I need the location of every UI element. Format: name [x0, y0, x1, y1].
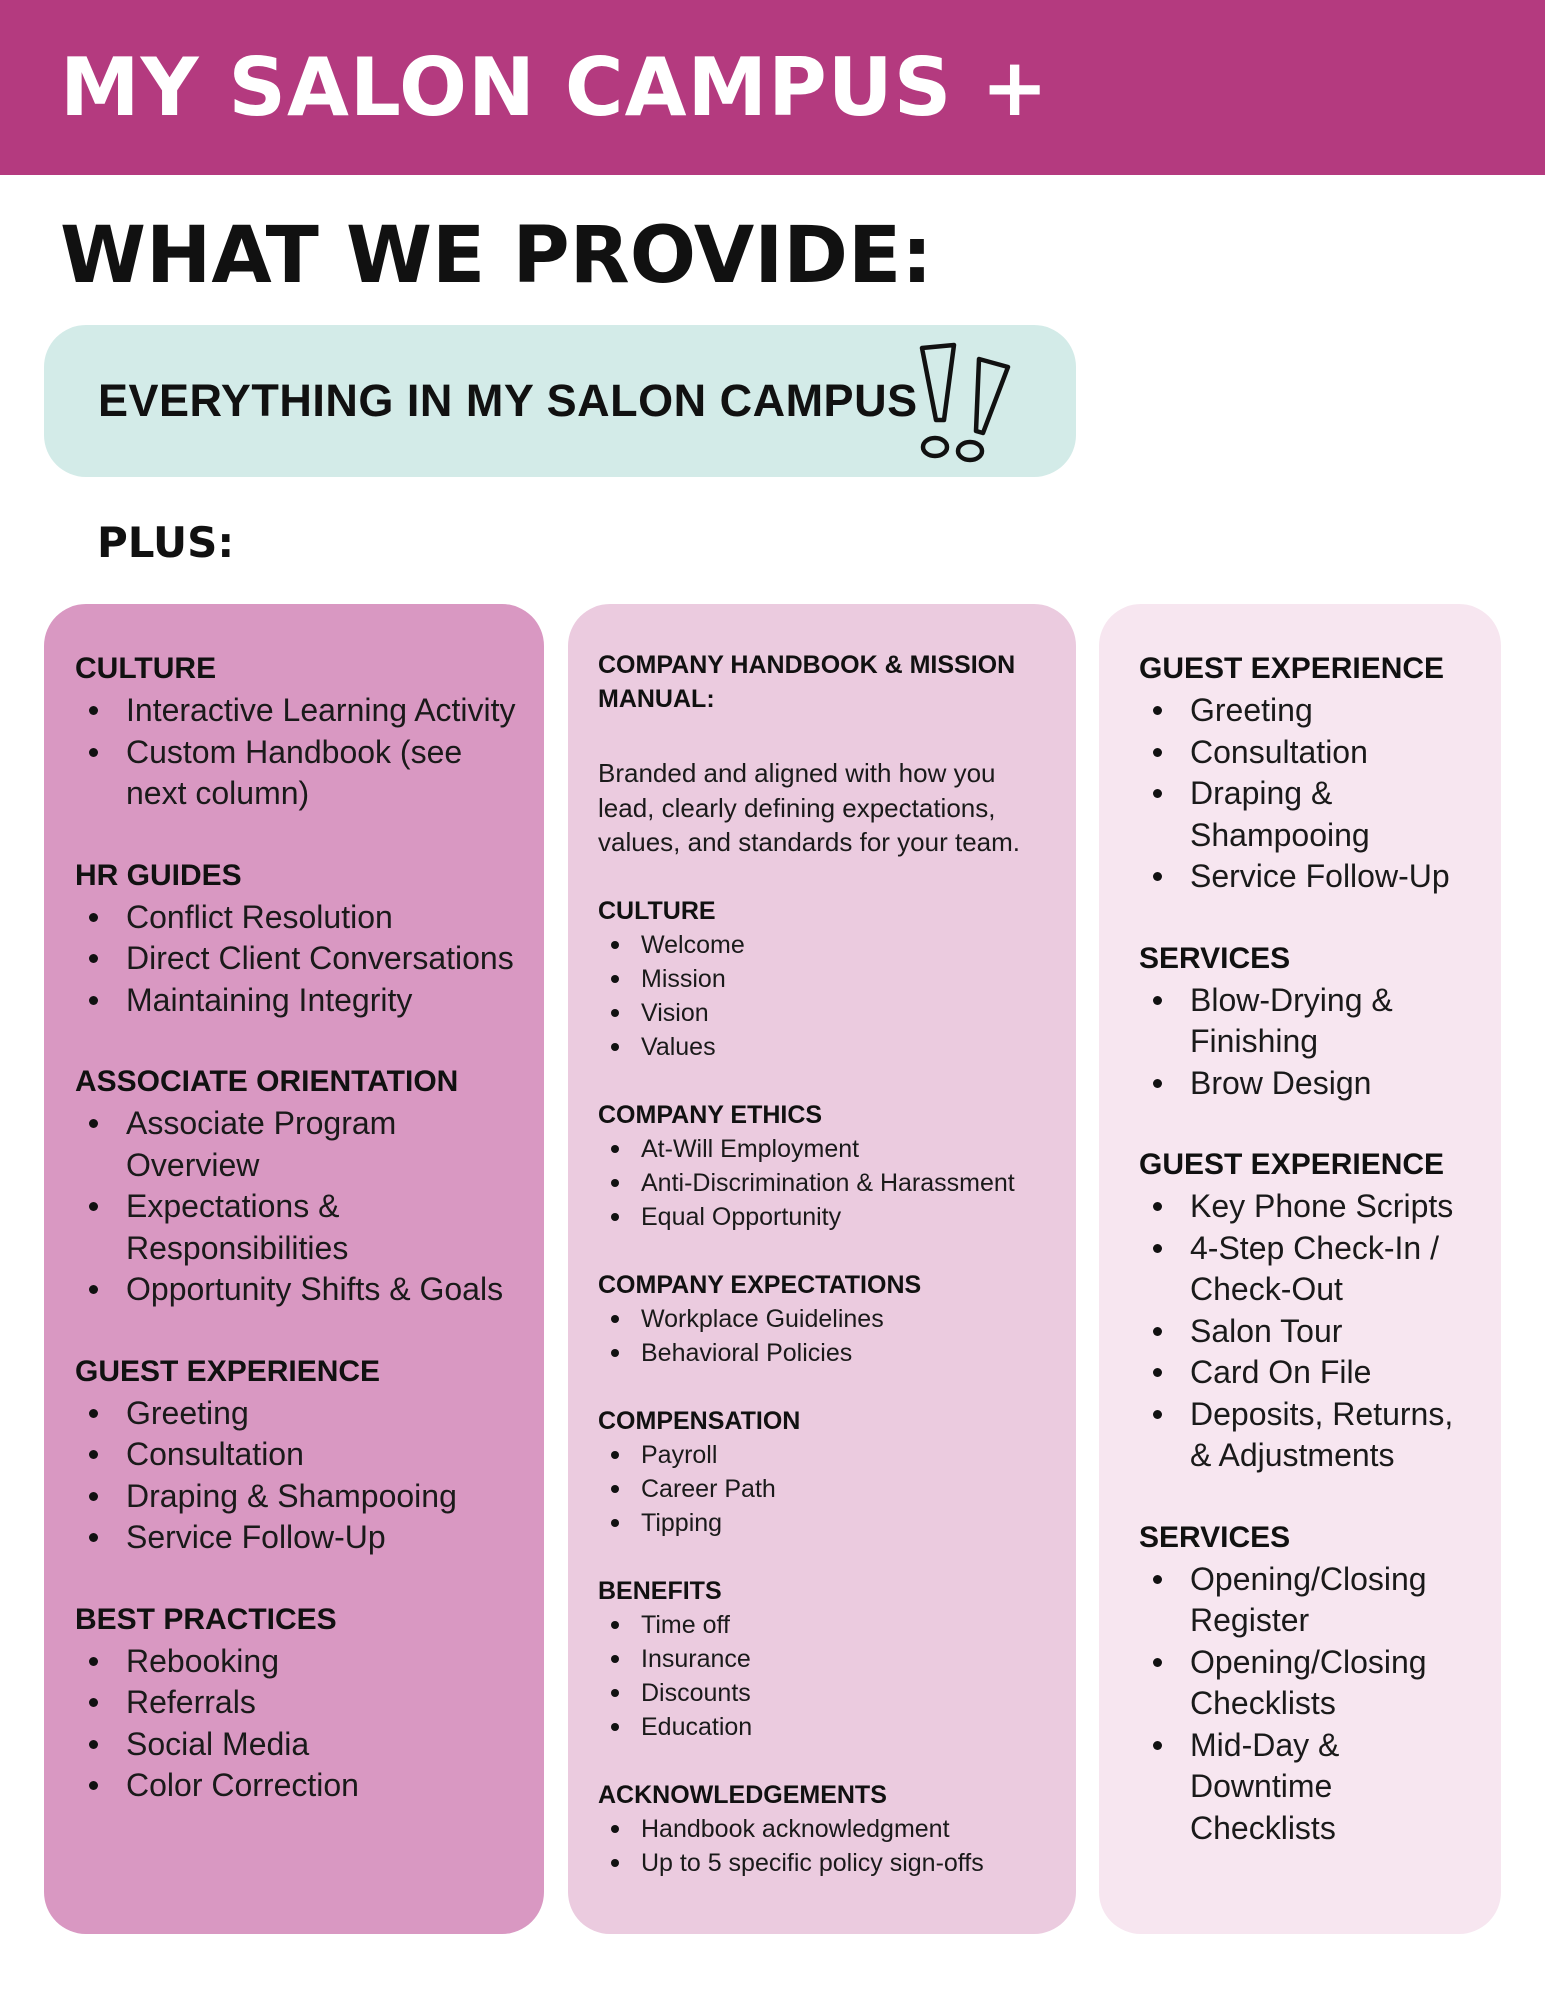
list-item: Draping & Shampooing	[1139, 773, 1481, 856]
list-item: Maintaining Integrity	[75, 980, 524, 1022]
section-title: SERVICES	[1139, 1520, 1291, 1554]
list-item: Handbook acknowledgment	[598, 1812, 1054, 1846]
list-item: Time off	[598, 1608, 1054, 1642]
section	[598, 1404, 1054, 1540]
section	[75, 855, 524, 1022]
list-item: Expectations & Responsibilities	[75, 1186, 524, 1269]
section-title: BENEFITS	[598, 1576, 722, 1605]
bullet-list	[75, 690, 524, 815]
handbook-intro: Branded and aligned with how you lead, clearly defining expectations, values, and standards for your team.	[598, 758, 1021, 857]
section	[1139, 648, 1481, 898]
list-item: At-Will Employment	[598, 1132, 1054, 1166]
bullet-list	[598, 1812, 1054, 1880]
column-culture-hr	[44, 604, 544, 1934]
section-title: COMPANY EXPECTATIONS	[598, 1270, 922, 1299]
list-item: Card On File	[1139, 1352, 1481, 1394]
section-title: GUEST EXPERIENCE	[1139, 1148, 1445, 1181]
section-title: GUEST EXPERIENCE	[1139, 652, 1445, 685]
list-item: Equal Opportunity	[598, 1200, 1054, 1234]
list-item: Consultation	[75, 1434, 524, 1476]
list-item: Opening/Closing Checklists	[1139, 1642, 1481, 1725]
section-title: CULTURE	[75, 652, 217, 685]
brand-title: MY SALON CAMPUS +	[60, 41, 1050, 134]
list-item: Tipping	[598, 1506, 1054, 1540]
section-title: CULTURE	[598, 896, 716, 925]
bullet-list	[598, 1132, 1054, 1234]
bullet-list	[75, 1103, 524, 1311]
section	[75, 1061, 524, 1311]
list-item: Mid-Day & Downtime Checklists	[1139, 1725, 1481, 1850]
section	[1139, 1517, 1481, 1850]
section-title: HR GUIDES	[75, 858, 242, 892]
section	[598, 1098, 1054, 1234]
section	[75, 648, 524, 815]
list-item: Anti-Discrimination & Harassment	[598, 1166, 1054, 1200]
list-item: Welcome	[598, 928, 1054, 962]
list-item: Behavioral Policies	[598, 1336, 1054, 1370]
bullet-list	[598, 1608, 1054, 1744]
list-item: Vision	[598, 996, 1054, 1030]
section-title: BEST PRACTICES	[75, 1602, 337, 1636]
callout-text: EVERYTHING IN MY SALON CAMPUS	[98, 375, 918, 426]
list-item: Values	[598, 1030, 1054, 1064]
callout-box	[44, 325, 1076, 477]
list-item: Salon Tour	[1139, 1311, 1481, 1353]
list-item: Insurance	[598, 1642, 1054, 1676]
section-title: COMPANY ETHICS	[598, 1100, 823, 1129]
section	[598, 1268, 1054, 1370]
list-item: Draping & Shampooing	[75, 1476, 524, 1518]
bullet-list	[1139, 1186, 1481, 1477]
section	[598, 1778, 1054, 1880]
section-title: COMPENSATION	[598, 1406, 801, 1435]
list-item: Career Path	[598, 1472, 1054, 1506]
bullet-list	[1139, 1559, 1481, 1850]
section-title: ASSOCIATE ORIENTATION	[75, 1065, 459, 1098]
bullet-list	[1139, 690, 1481, 898]
plus-label: PLUS:	[97, 518, 235, 567]
bullet-list	[598, 1438, 1054, 1540]
list-item: Direct Client Conversations	[75, 938, 524, 980]
header-banner	[0, 0, 1545, 175]
bullet-list	[1139, 980, 1481, 1105]
list-item: Rebooking	[75, 1641, 524, 1683]
double-exclamation-icon	[916, 335, 1046, 465]
list-item: Color Correction	[75, 1765, 524, 1807]
section-title: GUEST EXPERIENCE	[75, 1354, 381, 1388]
list-item: Custom Handbook (see next column)	[75, 732, 524, 815]
page-heading: WHAT WE PROVIDE:	[60, 211, 933, 301]
handbook-title: COMPANY HANDBOOK & MISSION MANUAL:	[598, 651, 1016, 713]
section	[598, 894, 1054, 1064]
list-item: Up to 5 specific policy sign-offs	[598, 1846, 1054, 1880]
list-item: Referrals	[75, 1682, 524, 1724]
section	[1139, 938, 1481, 1105]
list-item: Greeting	[75, 1393, 524, 1435]
list-item: Deposits, Returns, & Adjustments	[1139, 1394, 1481, 1477]
list-item: Mission	[598, 962, 1054, 996]
section	[75, 1351, 524, 1559]
list-item: Associate Program Overview	[75, 1103, 524, 1186]
column-guest-services	[1099, 604, 1501, 1934]
list-item: Blow-Drying & Finishing	[1139, 980, 1481, 1063]
section	[1139, 1144, 1481, 1477]
section	[75, 1599, 524, 1807]
list-item: Conflict Resolution	[75, 897, 524, 939]
list-item: Brow Design	[1139, 1063, 1481, 1105]
list-item: Education	[598, 1710, 1054, 1744]
list-item: Opening/Closing Register	[1139, 1559, 1481, 1642]
bullet-list	[75, 897, 524, 1022]
list-item: Opportunity Shifts & Goals	[75, 1269, 524, 1311]
list-item: Greeting	[1139, 690, 1481, 732]
list-item: Service Follow-Up	[1139, 856, 1481, 898]
list-item: Social Media	[75, 1724, 524, 1766]
list-item: Workplace Guidelines	[598, 1302, 1054, 1336]
bullet-list	[75, 1393, 524, 1559]
section-title: SERVICES	[1139, 941, 1291, 975]
bullet-list	[598, 1302, 1054, 1370]
list-item: Consultation	[1139, 732, 1481, 774]
list-item: 4-Step Check-In / Check-Out	[1139, 1228, 1481, 1311]
bullet-list	[75, 1641, 524, 1807]
list-item: Key Phone Scripts	[1139, 1186, 1481, 1228]
bullet-list	[598, 928, 1054, 1064]
section	[598, 1574, 1054, 1744]
section-title: ACKNOWLEDGEMENTS	[598, 1780, 887, 1809]
list-item: Payroll	[598, 1438, 1054, 1472]
list-item: Service Follow-Up	[75, 1517, 524, 1559]
list-item: Interactive Learning Activity	[75, 690, 524, 732]
column-handbook	[568, 604, 1076, 1934]
list-item: Discounts	[598, 1676, 1054, 1710]
